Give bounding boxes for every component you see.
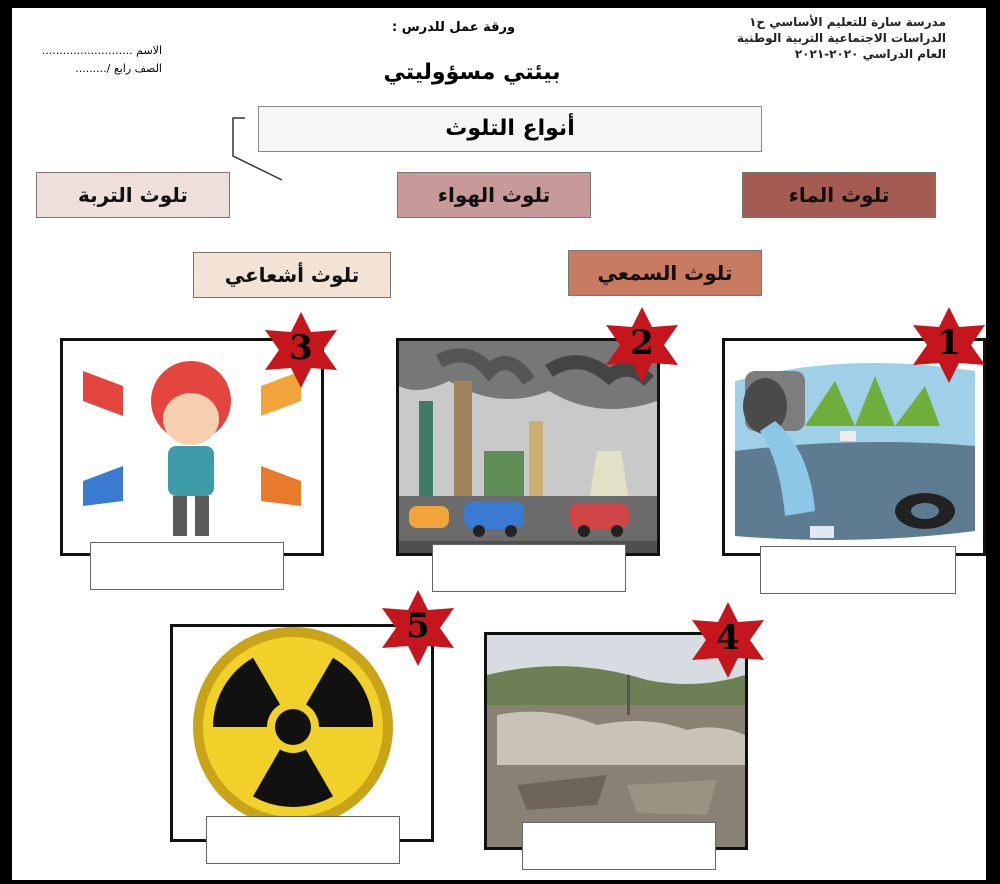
star-number-1: 1 [937, 323, 961, 363]
answer-box-2[interactable] [432, 544, 626, 592]
answer-box-1[interactable] [760, 546, 956, 594]
star-number-3: 3 [289, 328, 313, 368]
school-name: مدرسة سارة للتعليم الأساسي ح١ [749, 15, 946, 29]
answer-box-5[interactable] [206, 816, 400, 864]
worksheet-label: ورقة عمل للدرس : [392, 20, 516, 35]
answer-box-4[interactable] [522, 822, 716, 870]
worksheet-page [12, 8, 986, 880]
star-badge-4 [688, 600, 768, 680]
star-badge-2 [602, 305, 682, 385]
star-badge-1 [909, 305, 986, 385]
lesson-title: بيئتي مسؤوليتي [383, 60, 561, 85]
star-number-4: 4 [716, 618, 740, 658]
subject-name: الدراسات الاجتماعية التربية الوطنية [736, 31, 946, 45]
star-badge-5 [378, 588, 458, 668]
star-number-2: 2 [630, 323, 654, 363]
star-badge-3 [261, 310, 341, 390]
student-info [22, 42, 162, 78]
label-soil-pollution[interactable]: تلوث التربة [36, 172, 230, 218]
label-air-pollution[interactable]: تلوث الهواء [397, 172, 591, 218]
label-radiation-pollution[interactable]: تلوث أشعاعي [193, 252, 391, 298]
label-water-pollution[interactable]: تلوث الماء [742, 172, 936, 218]
answer-box-3[interactable] [90, 542, 284, 590]
main-title: أنواع التلوث [258, 106, 762, 152]
school-header [686, 14, 946, 62]
label-noise-pollution[interactable]: تلوث السمعي [568, 250, 762, 296]
school-year: العام الدراسي ٢٠٢٠-٢٠٢١ [794, 47, 946, 61]
name-field[interactable]: الاسم .......................... [41, 44, 162, 57]
star-number-5: 5 [406, 606, 430, 646]
class-field[interactable]: الصف رابع /......... [75, 62, 162, 75]
